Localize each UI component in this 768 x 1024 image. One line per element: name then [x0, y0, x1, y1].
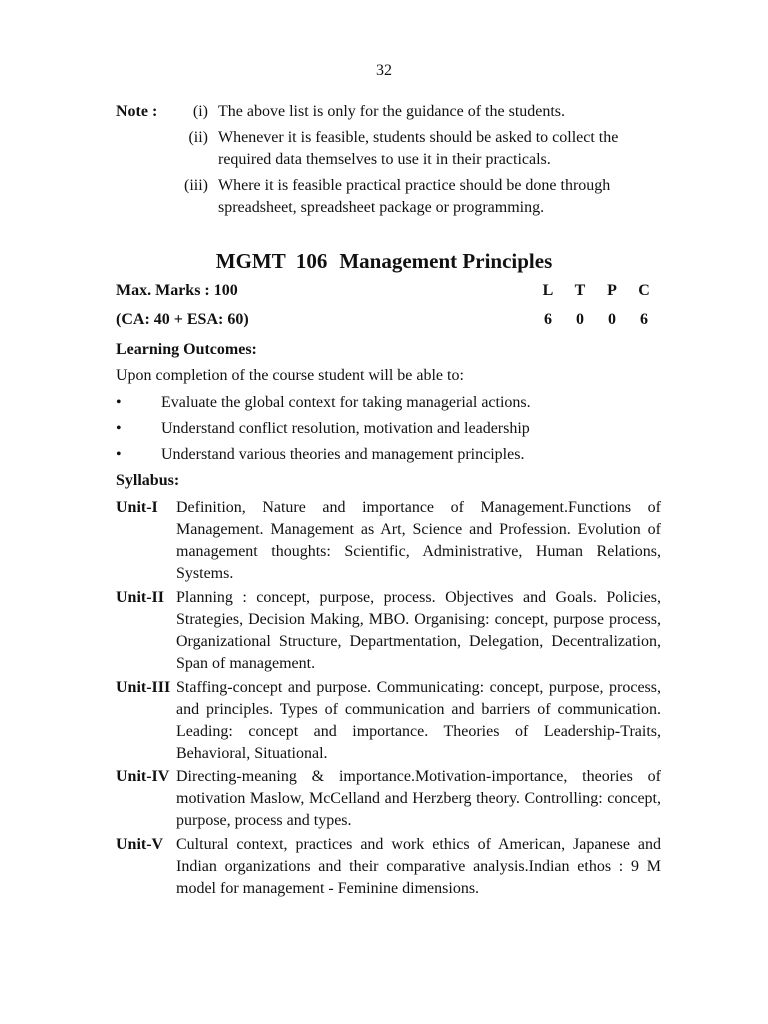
note-number: (ii)	[188, 129, 208, 146]
bullet-icon: •	[116, 446, 122, 463]
ltpc-header: L	[542, 282, 554, 299]
list-item	[116, 444, 661, 470]
course-name: Management Principles	[339, 249, 553, 273]
syllabus-unit	[116, 834, 661, 900]
max-marks: Max. Marks : 100	[116, 282, 238, 299]
ltpc-values	[532, 309, 660, 331]
ltpc-headers	[532, 280, 660, 302]
bullet-text: Understand conflict resolution, motivation and leadership	[161, 420, 530, 437]
note-text: Whenever it is feasible, students should be asked to collect the required data themselves to use it in their practicals.	[218, 129, 619, 168]
note-item	[116, 175, 661, 219]
course-title	[0, 250, 768, 272]
ltpc-value: 6	[640, 311, 648, 328]
note-item	[116, 101, 661, 123]
bullet-text: Evaluate the global context for taking managerial actions.	[161, 394, 531, 411]
unit-label: Unit-III	[116, 679, 171, 696]
note-text: The above list is only for the guidance of the students.	[218, 103, 566, 120]
unit-text: Cultural context, practices and work ethics of American, Japanese and Indian organizations and their comparative analysis.Indian ethos : 9 M model for management - Feminine dimensions.	[176, 836, 661, 897]
ltpc-header: C	[638, 282, 650, 299]
unit-label: Unit-V	[116, 836, 164, 853]
syllabus-unit	[116, 497, 661, 585]
list-item	[116, 418, 661, 444]
note-item	[116, 127, 661, 171]
unit-label: Unit-I	[116, 499, 158, 516]
unit-text: Planning : concept, purpose, process. Objectives and Goals. Policies, Strategies, Decision Making, MBO. Organising: concept, purpose process, Organizational Structure, Departmentation, Delegation, Decentralization, Span of management.	[176, 589, 661, 672]
note-number: (iii)	[184, 177, 208, 194]
note-text: Where it is feasible practical practice should be done through spreadsheet, spreadsheet package or programming.	[218, 177, 611, 216]
learning-outcomes-intro: Upon completion of the course student will be able to:	[116, 367, 464, 384]
page-number: 32	[376, 62, 392, 79]
learning-outcomes-heading: Learning Outcomes:	[116, 341, 257, 358]
unit-label: Unit-II	[116, 589, 165, 606]
note-label: Note :	[116, 103, 158, 120]
ltpc-header: T	[574, 282, 586, 299]
marks-split-row	[116, 309, 660, 331]
ltpc-header: P	[607, 282, 617, 299]
unit-label: Unit-IV	[116, 768, 170, 785]
max-marks-row	[116, 280, 660, 302]
bullet-text: Understand various theories and management principles.	[161, 446, 525, 463]
syllabus-unit	[116, 766, 661, 832]
bullet-icon: •	[116, 394, 122, 411]
unit-text: Definition, Nature and importance of Management.Functions of Management. Management as Art, Science and Profession. Evolution of management thoughts: Scientific, Administrative, Human Relations, Systems.	[176, 499, 661, 582]
course-code: MGMT 106	[215, 249, 328, 273]
bullet-icon: •	[116, 420, 122, 437]
ltpc-value: 0	[576, 311, 584, 328]
marks-split: (CA: 40 + ESA: 60)	[116, 311, 249, 328]
note-block	[116, 101, 661, 223]
ltpc-value: 0	[608, 311, 616, 328]
syllabus-unit	[116, 587, 661, 675]
learning-outcomes-list	[116, 392, 661, 470]
syllabus-unit	[116, 677, 661, 765]
list-item	[116, 392, 661, 418]
unit-text: Directing-meaning & importance.Motivation-importance, theories of motivation Maslow, McCelland and Herzberg theory. Controlling: concept, purpose, process and types.	[176, 768, 661, 829]
note-number: (i)	[192, 103, 208, 120]
ltpc-value: 6	[544, 311, 552, 328]
unit-text: Staffing-concept and purpose. Communicating: concept, purpose, process, and principles. Types of communication and barriers of communication. Leading: concept and importance. Theories of Leadership-Traits, Behavioral, Situational.	[176, 679, 661, 762]
syllabus-heading: Syllabus:	[116, 472, 180, 489]
